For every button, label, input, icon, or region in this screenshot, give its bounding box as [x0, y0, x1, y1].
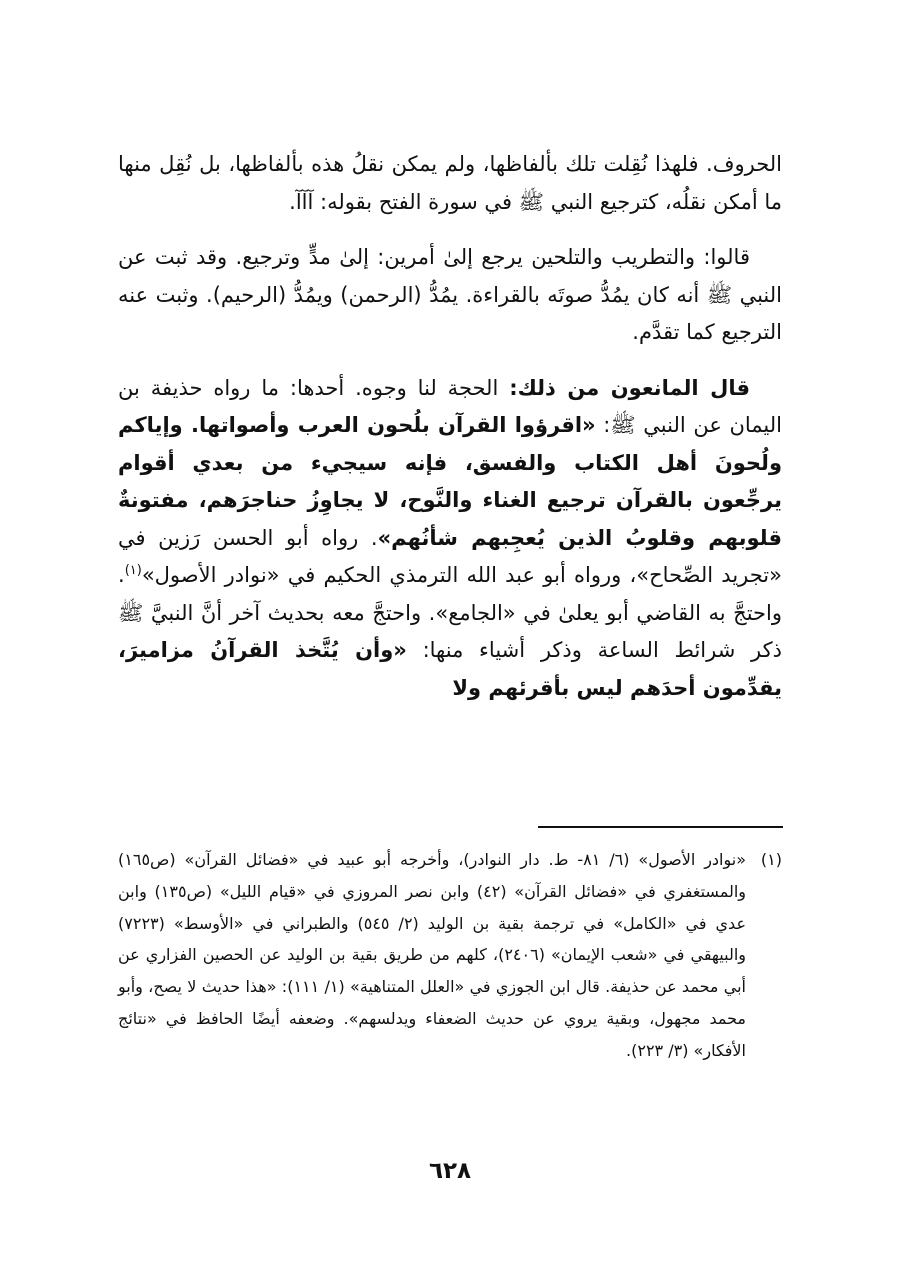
page-number: ٦٢٨ — [428, 1158, 472, 1184]
paragraph-3-text-3: . واحتجَّ به القاضي أبو يعلىٰ في «الجامع». واحتجَّ معه بحديث آخر أنَّ النبيَّ ﷺ ذكر شرائط الساعة وذكر أشياء منها: — [118, 563, 782, 662]
footnote-text: «نوادر الأصول» (٦/ ٨١- ط. دار النوادر)، وأخرجه أبو عبيد في «فضائل القرآن» (ص١٦٥) والمستغفري في «فضائل القرآن» (٤٢) وابن نصر المروزي في «قيام الليل» (ص١٣٥) وابن عدي في «الكامل» في ترجمة بقية بن الوليد (٢/ ٥٤٥) والطبراني في «الأوسط» (٧٢٢٣) والبيهقي في «شعب الإيمان» (٢٤٠٦)، كلهم من طريق بقية بن الوليد عن الحصين الفزاري عن أبي محمد عن حذيفة. قال ابن الجوزي في «العلل المتناهية» (١/ ١١١): «هذا حديث لا يصح، وأبو محمد مجهول، وبقية يروي عن حديث الضعفاء ويدلسهم». وضعفه أيضًا الحافظ في «نتائج الأفكار» (٣/ ٢٢٣). — [118, 850, 747, 1060]
footnote-item — [118, 844, 782, 1067]
hadith-quote-1: «اقرؤوا القرآن بلُحون العرب وأصواتها. وإياكم ولُحونَ أهل الكتاب والفسق، فإنه سيجيء من بعدي أقوام يرجِّعون بالقرآن ترجيع الغناء والنَّوح، لا يجاوِزُ حناجرَهم، مفتونةٌ قلوبهم وقلوبُ الذين يُعجِبهم شأنُهم» — [118, 413, 782, 550]
paragraph-3-lead: قال المانعون من ذلك: — [509, 375, 750, 400]
paragraph-3-text-1: الحجة لنا وجوه. أحدها: ما رواه حذيفة بن اليمان عن النبي ﷺ: — [118, 375, 783, 437]
paragraph-3-text-2: . رواه أبو الحسن رَزين في «تجريد الصِّحاح»، ورواه أبو عبد الله الترمذي الحكيم في «نوادر الأصول» — [118, 525, 782, 587]
main-text-block — [118, 146, 782, 725]
paragraph-1: الحروف. فلهذا نُقِلت تلك بألفاظها، ولم يمكن نقلُ هذه بألفاظها، بل نُقِل منها ما أمكن نقلُه، كترجيع النبي ﷺ في سورة الفتح بقوله: آآآ. — [118, 152, 782, 214]
footnote-reference: (١) — [124, 563, 142, 578]
footnotes-section — [118, 844, 782, 1067]
footnote-divider — [538, 826, 783, 828]
paragraph-2: قالوا: والتطريب والتلحين يرجع إلىٰ أمرين: إلىٰ مدٍّ وترجيع. وقد ثبت عن النبي ﷺ أنه كان يمُدُّ صوتَه بالقراءة. يمُدُّ (الرحمن) ويمُدُّ (الرحيم). وثبت عنه الترجيع كما تقدَّم. — [118, 245, 782, 344]
hadith-quote-2: «وأن يُتَّخذ القرآنُ مزاميرَ، يقدِّمون أحدَهم ليس بأقرئهم ولا — [118, 638, 782, 700]
paragraph-3 — [118, 370, 782, 708]
footnote-number: (١) — [760, 850, 782, 869]
